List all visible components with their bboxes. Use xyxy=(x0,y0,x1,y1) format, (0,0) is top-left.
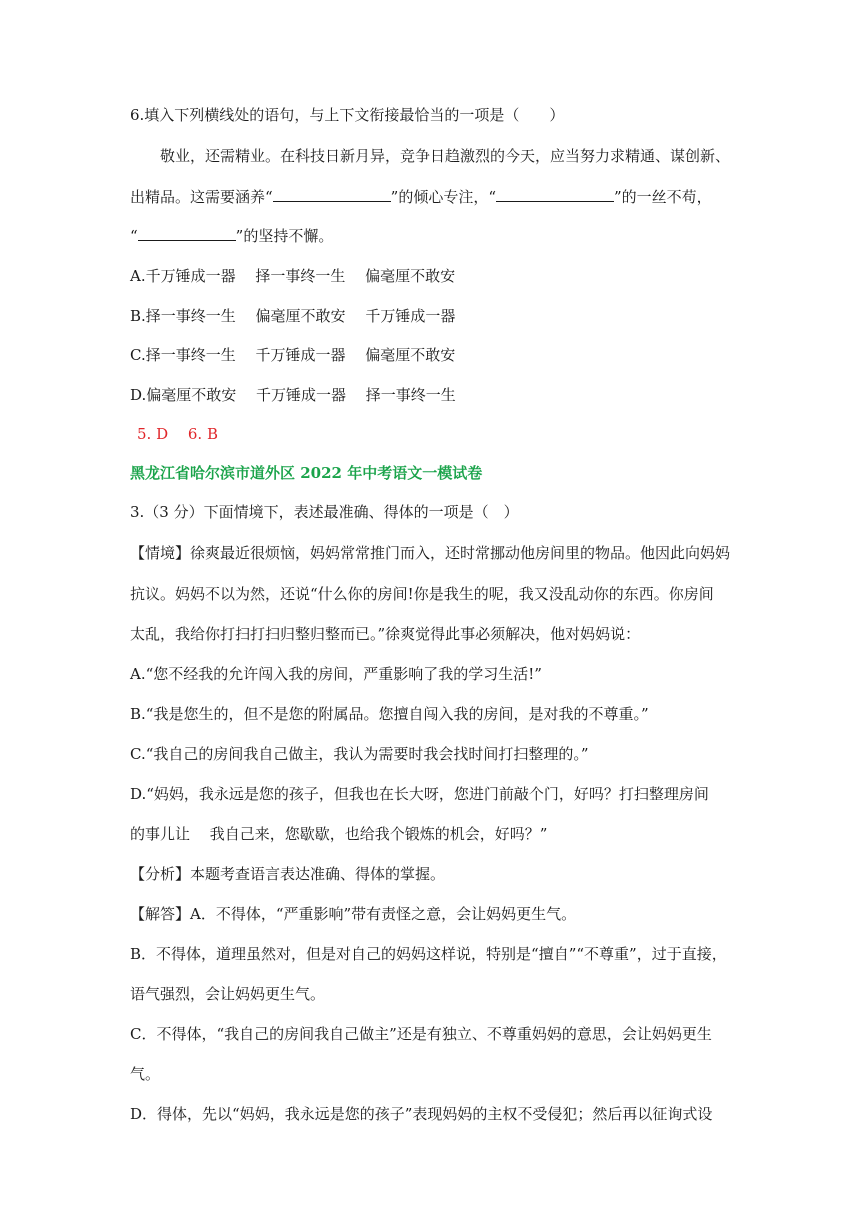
q6-title: 6.填入下列横线处的语句，与上下文衔接最恰当的一项是（ ） xyxy=(130,106,565,124)
q3-option-b: B.“我是您生的，但不是您的附属品。您擅自闯入我的房间，是对我的不尊重。” xyxy=(130,705,649,723)
q3-solution-c-line-1: C．不得体，“我自己的房间我自己做主”还是有独立、不尊重妈妈的意思，会让妈妈更生 xyxy=(130,1025,712,1043)
text-segment: ”的一丝不苟， xyxy=(614,188,712,206)
q3-analysis: 【分析】本题考查语言表达准确、得体的掌握。 xyxy=(130,865,446,883)
q6-option-a: A.千万锤成一器 择一事终一生 偏毫厘不敢安 xyxy=(130,267,456,285)
q6-option-b: B.择一事终一生 偏毫厘不敢安 千万锤成一器 xyxy=(130,307,456,325)
q6-paragraph-line-1: 敬业，还需精业。在科技日新月异，竞争日趋激烈的今天，应当努力求精通、谋创新、 xyxy=(160,147,731,165)
q6-option-c: C.择一事终一生 千万锤成一器 偏毫厘不敢安 xyxy=(130,346,456,364)
text-segment: ”的倾心专注，“ xyxy=(390,188,497,206)
q3-option-a: A.“您不经我的允许闯入我的房间，严重影响了我的学习生活!” xyxy=(130,665,542,683)
text-segment: “ xyxy=(130,227,138,245)
q6-paragraph-line-2 xyxy=(130,187,712,207)
q3-solution-b-line-1: B．不得体，道理虽然对，但是对自己的妈妈这样说，特别是“擅自”“不尊重”，过于直接， xyxy=(130,945,727,963)
q6-option-d: D.偏毫厘不敢安 千万锤成一器 择一事终一生 xyxy=(130,386,456,404)
q3-situation-line-1: 【情境】徐爽最近很烦恼，妈妈常常推门而入，还时常挪动他房间里的物品。他因此向妈妈 xyxy=(130,544,731,562)
q3-solution-a: 【解答】A．不得体，“严重影响”带有责怪之意，会让妈妈更生气。 xyxy=(130,905,577,923)
q3-solution-b-line-2: 语气强烈，会让妈妈更生气。 xyxy=(130,985,326,1003)
q3-situation-line-3: 太乱，我给你打扫打扫归整归整而已。”徐爽觉得此事必须解决，他对妈妈说： xyxy=(130,625,641,643)
q3-option-c: C.“我自己的房间我自己做主，我认为需要时我会找时间打扫整理的。” xyxy=(130,745,589,763)
q3-title: 3.（3 分）下面情境下，表述最准确、得体的一项是（ ） xyxy=(130,503,519,521)
text-segment: 出精品。这需要涵养“ xyxy=(130,188,273,206)
fill-blank-3 xyxy=(138,226,236,241)
fill-blank-1 xyxy=(273,187,391,202)
q3-situation-line-2: 抗议。妈妈不以为然，还说“什么你的房间!你是我生的呢，我又没乱动你的东西。你房间 xyxy=(130,585,714,603)
source-heading: 黑龙江省哈尔滨市道外区 2022 年中考语文一模试卷 xyxy=(130,464,483,482)
fill-blank-2 xyxy=(496,187,614,202)
q3-option-d-line-2: 的事儿让 我自己来，您歇歇，也给我个锻炼的机会，好吗？” xyxy=(130,825,548,843)
text-segment: ”的坚持不懈。 xyxy=(235,227,334,245)
q6-paragraph-line-3 xyxy=(130,226,333,246)
q3-option-d-line-1: D.“妈妈，我永远是您的孩子，但我也在长大呀，您进门前敲个门，好吗？打扫整理房间 xyxy=(130,785,709,803)
q3-solution-d: D．得体，先以“妈妈，我永远是您的孩子”表现妈妈的主权不受侵犯；然后再以征询式设 xyxy=(130,1105,713,1123)
answer-key: 5. D 6. B xyxy=(137,425,218,443)
q3-solution-c-line-2: 气。 xyxy=(130,1065,161,1083)
